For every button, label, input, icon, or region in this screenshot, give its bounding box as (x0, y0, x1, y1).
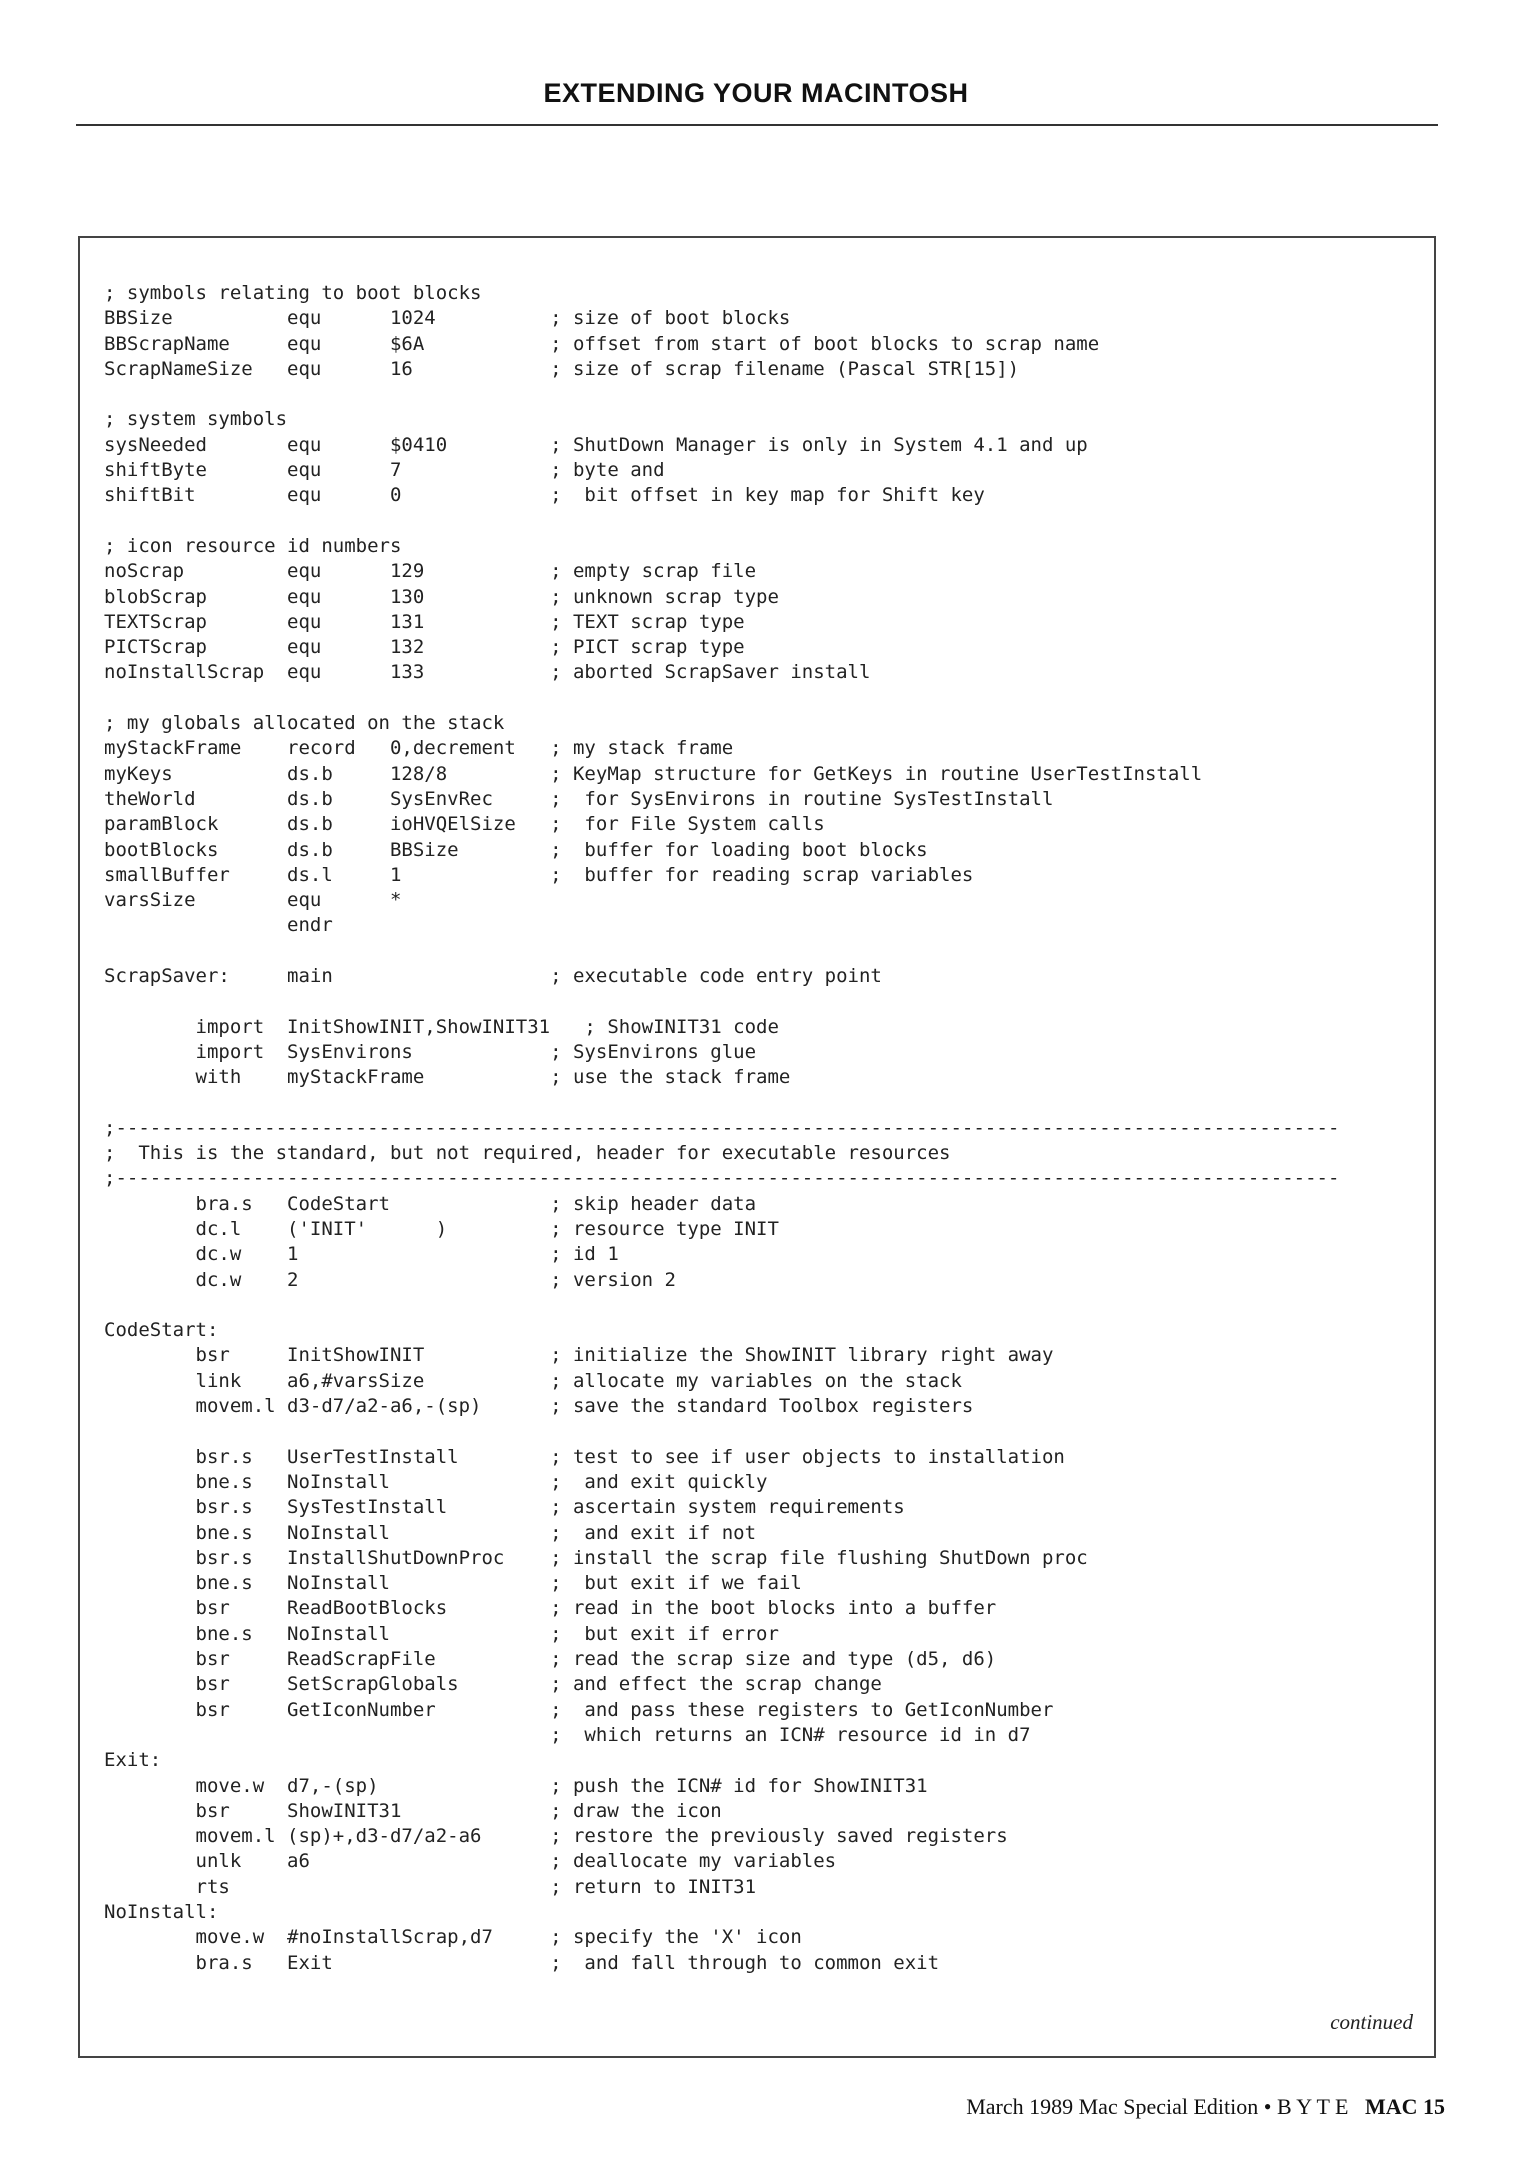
code-line (104, 686, 1414, 711)
code-line: bsr GetIconNumber ; and pass these registers to GetIconNumber (104, 1698, 1054, 1721)
continued-label: continued (1330, 2010, 1413, 2034)
code-line: endr (104, 914, 333, 937)
code-line: move.w d7,-(sp) ; push the ICN# id for ShowINIT31 (104, 1774, 928, 1797)
code-line (104, 1091, 1414, 1116)
code-line (104, 989, 1414, 1014)
code-line: theWorld ds.b SysEnvRec ; for SysEnvirons in routine SysTestInstall (104, 787, 1054, 810)
code-line: ScrapSaver: main ; executable code entry point (104, 965, 882, 988)
code-line: PICTScrap equ 132 ; PICT scrap type (104, 636, 745, 659)
code-line: with myStackFrame ; use the stack frame (104, 1066, 791, 1089)
code-line: shiftByte equ 7 ; byte and (104, 459, 665, 482)
code-line: bra.s CodeStart ; skip header data (104, 1192, 757, 1215)
page-number: MAC 15 (1364, 2094, 1445, 2119)
code-line (104, 1419, 1414, 1444)
code-line: dc.w 2 ; version 2 (104, 1268, 676, 1291)
code-line: myKeys ds.b 128/8 ; KeyMap structure for GetKeys in routine UserTestInstall (104, 762, 1203, 785)
code-line: movem.l d3-d7/a2-a6,-(sp) ; save the standard Toolbox registers (104, 1395, 974, 1418)
code-line: NoInstall: (104, 1901, 219, 1923)
code-line (104, 382, 1414, 407)
page-footer (966, 2094, 1445, 2120)
code-line: BBSize equ 1024 ; size of boot blocks (104, 307, 791, 330)
code-line: ; which returns an ICN# resource id in d7 (104, 1723, 1031, 1746)
code-line (104, 939, 1414, 964)
code-line: ;----------------------------------------------------------------------------------------------------------- (104, 1116, 1340, 1139)
code-line: bsr InitShowINIT ; initialize the ShowINIT library right away (104, 1344, 1054, 1367)
code-line: move.w #noInstallScrap,d7 ; specify the 'X' icon (104, 1926, 802, 1949)
header-rule (76, 124, 1438, 126)
code-line (104, 509, 1414, 534)
code-line: bootBlocks ds.b BBSize ; buffer for loading boot blocks (104, 838, 928, 861)
code-line: CodeStart: (104, 1319, 219, 1342)
code-line: bsr ShowINIT31 ; draw the icon (104, 1799, 722, 1822)
code-line: BBScrapName equ $6A ; offset from start of boot blocks to scrap name (104, 332, 1100, 355)
code-line: movem.l (sp)+,d3-d7/a2-a6 ; restore the previously saved registers (104, 1825, 1008, 1848)
code-line: bra.s Exit ; and fall through to common exit (104, 1951, 940, 1974)
code-line: rts ; return to INIT31 (104, 1875, 757, 1898)
code-line: link a6,#varsSize ; allocate my variables on the stack (104, 1369, 962, 1392)
code-line: ; system symbols (104, 408, 288, 431)
code-line: noInstallScrap equ 133 ; aborted ScrapSaver install (104, 661, 871, 684)
code-line (104, 1293, 1414, 1318)
code-line: sysNeeded equ $0410 ; ShutDown Manager is only in System 4.1 and up (104, 433, 1088, 456)
code-line: blobScrap equ 130 ; unknown scrap type (104, 585, 779, 608)
code-line: shiftBit equ 0 ; bit offset in key map for Shift key (104, 484, 985, 507)
code-line: TEXTScrap equ 131 ; TEXT scrap type (104, 610, 745, 633)
code-line: myStackFrame record 0,decrement ; my stack frame (104, 737, 734, 760)
code-line: import InitShowINIT,ShowINIT31 ; ShowINIT31 code (104, 1015, 779, 1038)
page-header: EXTENDING YOUR MACINTOSH (543, 78, 969, 108)
code-line: ; symbols relating to boot blocks (104, 282, 482, 304)
code-line: ; icon resource id numbers (104, 534, 402, 557)
code-line: bne.s NoInstall ; and exit if not (104, 1521, 757, 1544)
code-line: Exit: (104, 1749, 162, 1772)
code-line: bne.s NoInstall ; and exit quickly (104, 1470, 768, 1493)
code-line: bsr.s InstallShutDownProc ; install the scrap file flushing ShutDown proc (104, 1546, 1088, 1569)
code-line: bsr SetScrapGlobals ; and effect the scrap change (104, 1673, 882, 1696)
code-line: ; This is the standard, but not required, header for executable resources (104, 1142, 951, 1165)
footer-issue: March 1989 Mac Special Edition • B Y T E (966, 2094, 1349, 2119)
code-line: dc.w 1 ; id 1 (104, 1243, 619, 1266)
code-line: ScrapNameSize equ 16 ; size of scrap filename (Pascal STR[15]) (104, 357, 1020, 380)
code-line: bsr.s UserTestInstall ; test to see if user objects to installation (104, 1445, 1065, 1468)
code-line: bsr ReadBootBlocks ; read in the boot blocks into a buffer (104, 1597, 997, 1620)
code-line: varsSize equ * (104, 889, 402, 912)
code-line: dc.l ('INIT' ) ; resource type INIT (104, 1217, 779, 1240)
code-line: bne.s NoInstall ; but exit if error (104, 1622, 779, 1645)
code-line: import SysEnvirons ; SysEnvirons glue (104, 1040, 757, 1063)
code-listing (104, 281, 1414, 1976)
code-line: bne.s NoInstall ; but exit if we fail (104, 1572, 802, 1595)
code-line: unlk a6 ; deallocate my variables (104, 1850, 837, 1873)
code-line: bsr ReadScrapFile ; read the scrap size and type (d5, d6) (104, 1648, 997, 1671)
code-line: bsr.s SysTestInstall ; ascertain system requirements (104, 1496, 905, 1519)
code-line: noScrap equ 129 ; empty scrap file (104, 560, 757, 583)
code-line: paramBlock ds.b ioHVQElSize ; for File System calls (104, 813, 825, 836)
code-line: smallBuffer ds.l 1 ; buffer for reading scrap variables (104, 863, 974, 886)
code-line: ;----------------------------------------------------------------------------------------------------------- (104, 1167, 1340, 1190)
code-line: ; my globals allocated on the stack (104, 712, 505, 735)
